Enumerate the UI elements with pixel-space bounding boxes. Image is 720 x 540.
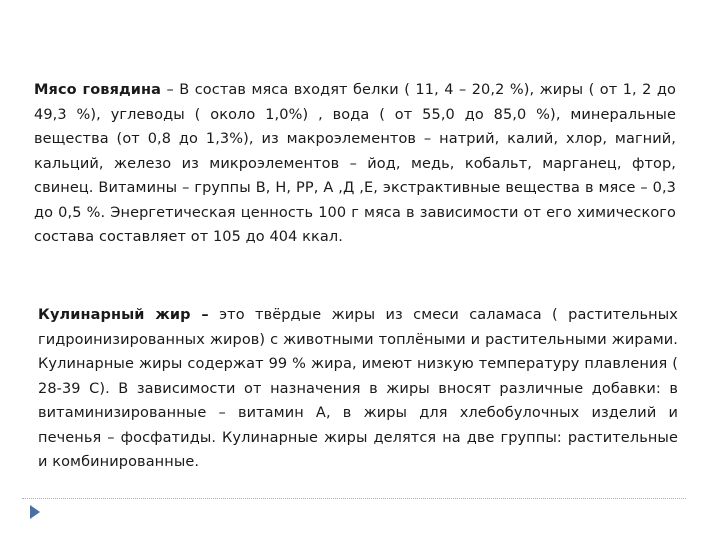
cooking-fat-paragraph bbox=[38, 303, 678, 475]
beef-paragraph bbox=[34, 78, 676, 250]
footer-divider bbox=[22, 498, 686, 499]
cooking-fat-description: это твёрдые жиры из смеси саламаса ( растительных гидроинизированных жиров) с животными топлёными и растительными жирами. Кулинарные жиры содержат 99 % жира, имеют низкую температуру плавления ( 28-39 С). В зависимости от назначения в жиры вносят различные добавки: в витаминизированные – витамин А, в жиры для хлебобулочных изделий и печенья – фосфатиды. Кулинарные жиры делятся на две группы: растительные и комбинированные. bbox=[38, 307, 678, 470]
cooking-fat-term: Кулинарный жир – bbox=[38, 307, 209, 323]
triangle-bullet-icon bbox=[30, 505, 40, 519]
beef-term: Мясо говядина bbox=[34, 82, 162, 98]
beef-description: – В состав мяса входят белки ( 11, 4 – 20,2 %), жиры ( от 1, 2 до 49,3 %), углеводы ( около 1,0%) , вода ( от 55,0 до 85,0 %), минеральные вещества (от 0,8 до 1,3%), из макроэлементов – натрий, калий, хлор, магний, кальций, железо из микроэлементов – йод, медь, кобальт, марганец, фтор, свинец. Витамины – группы В, Н, РР, А ,Д ,Е, экстрактивные вещества в мясе – 0,3 до 0,5 %. Энергетическая ценность 100 г мяса в зависимости от его химического состава составляет от 105 до 404 ккал. bbox=[34, 82, 676, 245]
